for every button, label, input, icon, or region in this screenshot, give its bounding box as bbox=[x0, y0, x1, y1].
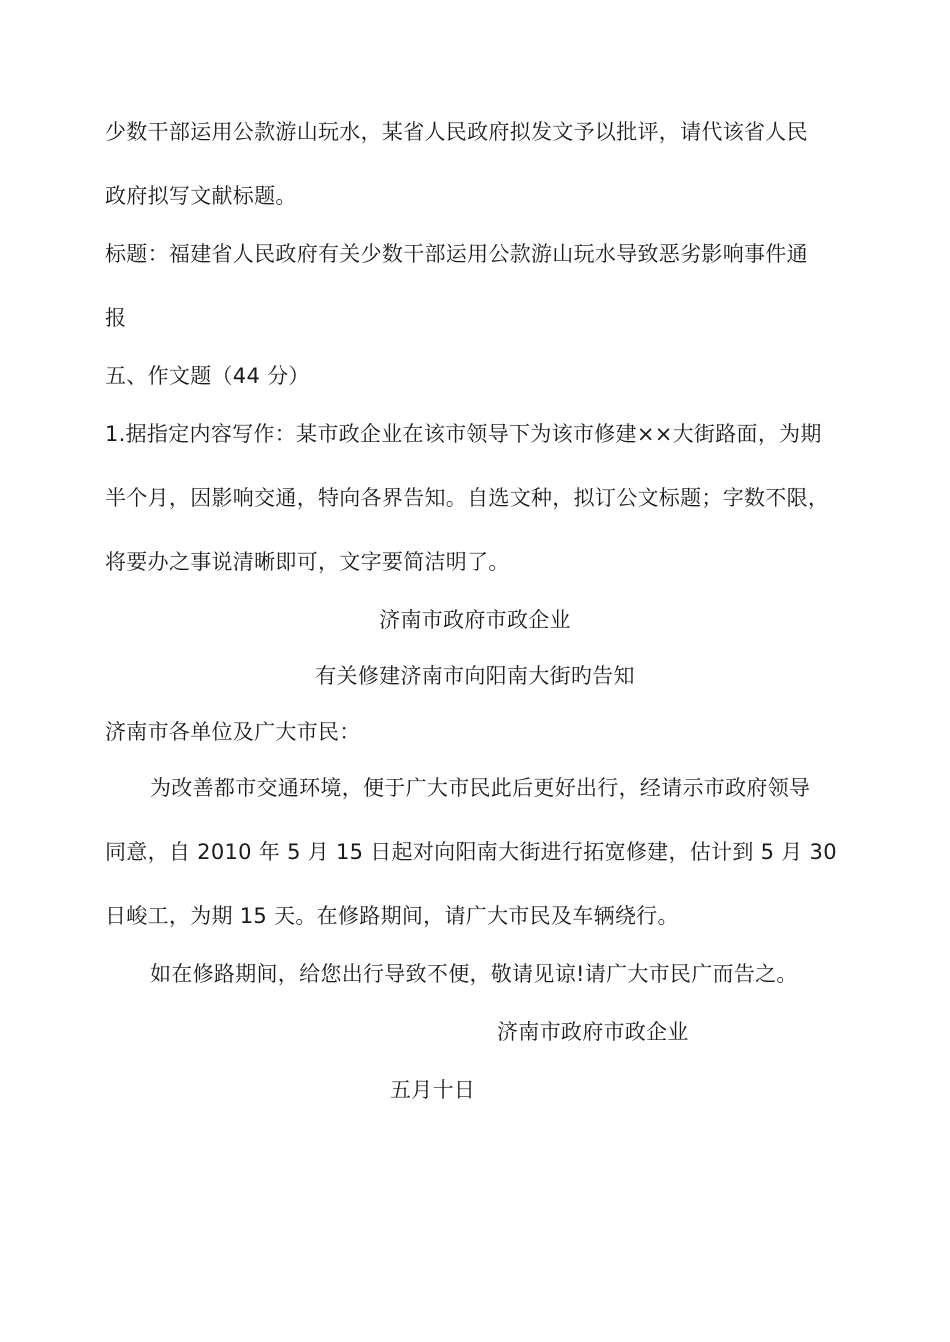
notice-salutation: 济南市各单位及广大市民： bbox=[105, 720, 361, 744]
notice-signature: 济南市政府市政企业 bbox=[497, 1020, 689, 1044]
notice-closing-line: 如在修路期间，给您出行导致不便，敬请见谅!请广大市民广而告之。 bbox=[150, 962, 798, 986]
prompt-line-1: 少数干部运用公款游山玩水，某省人民政府拟发文予以批评，请代该省人民 bbox=[105, 120, 808, 144]
notice-date: 五月十日 bbox=[390, 1078, 476, 1102]
prompt-line-2: 政府拟写文献标题。 bbox=[105, 184, 297, 208]
task-line-3: 将要办之事说清晰即可，文字要简洁明了。 bbox=[105, 550, 510, 574]
notice-title: 有关修建济南市向阳南大街旳告知 bbox=[315, 664, 635, 688]
notice-issuer-heading: 济南市政府市政企业 bbox=[379, 608, 571, 632]
answer-title-line-1: 标题：福建省人民政府有关少数干部运用公款游山玩水导致恶劣影响事件通 bbox=[105, 242, 808, 266]
notice-body-line-2: 同意，自 2010 年 5 月 15 日起对向阳南大街进行拓宽修建，估计到 5 月 30 bbox=[105, 840, 837, 864]
section-heading: 五、作文题（44 分） bbox=[105, 364, 310, 388]
task-line-2: 半个月，因影响交通，特向各界告知。自选文种，拟订公文标题；字数不限， bbox=[105, 486, 830, 510]
notice-body-line-1: 为改善都市交通环境，便于广大市民此后更好出行，经请示市政府领导 bbox=[150, 776, 811, 800]
task-line-1: 1.据指定内容写作：某市政企业在该市领导下为该市修建××大街路面，为期 bbox=[105, 422, 822, 446]
notice-body-line-3: 日峻工，为期 15 天。在修路期间，请广大市民及车辆绕行。 bbox=[105, 904, 679, 928]
answer-title-line-2: 报 bbox=[105, 306, 127, 330]
